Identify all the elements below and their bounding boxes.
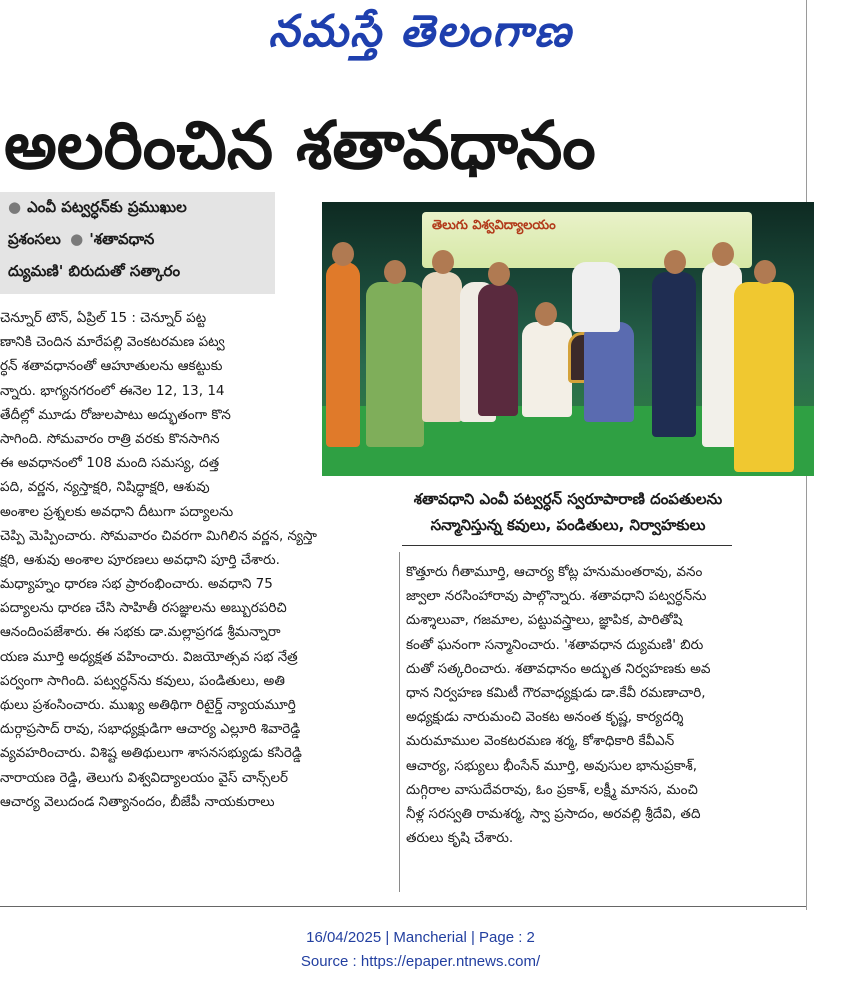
body-line: దుతో సత్కరించారు. శతావధానం అద్భుత నిర్వహణకు అవ (406, 660, 711, 677)
headline-text: అలరించిన శతావధానం (4, 106, 596, 184)
body-line: ణానికి చెందిన మారేపల్లి వెంకటరమణ పట్వ (0, 334, 225, 351)
footer-source-link[interactable]: Source : https://epaper.ntnews.com/ (300, 953, 541, 970)
body-line: తేదీల్లో మూడు రోజులపాటు అద్భుతంగా కొన (0, 406, 231, 423)
footer-date-edition: 16/04/2025 | Mancherial | Page : 2 (306, 929, 535, 946)
person-head (535, 302, 557, 326)
body-line: కంతో ఘనంగా సన్మానించారు. 'శతావధాన ద్యుమణి' బిరు (406, 636, 704, 653)
body-line: థులు ప్రశంసించారు. ముఖ్య అతిథిగా రిటైర్డ్ న్యాయమూర్తి (0, 697, 296, 713)
bullet-icon: ● (8, 198, 22, 216)
summary-box (0, 192, 275, 294)
body-line: ఆచార్య వెలుదండ నిత్యానందం, బీజేపీ నాయకురాలు (0, 793, 275, 810)
body-line: పద్యాలను ధారణ చేసి సాహితీ రసజ్ఞులను అబ్బురపరిచి (0, 600, 287, 617)
footer (0, 926, 841, 974)
caption-line: శతావధాని ఎంవీ పట్వర్ధన్ స్వరూపారాణి దంపతులను (413, 490, 723, 508)
body-line: అధ్యక్షుడు నారుమంచి వెంకట అనంత కృష్ణ, కార్యదర్శి (406, 709, 684, 726)
person-head (664, 250, 686, 274)
bottom-rule (0, 906, 806, 907)
body-line: దుశ్శాలువా, గజమాల, పట్టువస్త్రాలు, జ్ఞాపిక, పారితోషి (406, 612, 683, 629)
person-figure (734, 282, 794, 472)
stage-banner (422, 212, 752, 268)
body-line: మరుమాముల వెంకటరమణ శర్మ, కోశాధికారి కేవీఎన్ (406, 733, 675, 750)
body-line: జ్వాలా నరసింహారావు పాల్గొన్నారు. శతావధాని పట్వర్ధన్‌ను (406, 588, 707, 605)
summary-line: ద్యుమణి' బిరుదుతో సత్కారం (8, 262, 181, 280)
body-line: చెప్పి మెప్పించారు. సోమవారం చివరగా మిగిలిన వర్ణన, న్యస్తా (0, 527, 317, 544)
body-line: అంశాల ప్రశ్నలకు అవధాని దీటుగా పద్యాలను (0, 503, 234, 520)
caption-underline (402, 545, 732, 546)
body-line: ధాన నిర్వహణ కమిటీ గౌరవాధ్యక్షుడు డా.కేవీ రమణాచారి, (406, 684, 706, 701)
person-head (754, 260, 776, 284)
column-divider (399, 552, 400, 892)
body-line: వ్యవహరించారు. విశిష్ట అతిథులుగా శాసనసభ్యుడు కసిరెడ్డి (0, 745, 302, 762)
masthead (0, 0, 841, 78)
person-figure (422, 272, 462, 422)
body-line: ఆచార్య, సభ్యులు భీంసేన్ మూర్తి, అవుసుల భానుప్రకాశ్, (406, 757, 698, 774)
body-line: కొత్తూరు గీతామూర్తి, ఆచార్య కోట్ల హనుమంతరావు, వనం (406, 564, 703, 580)
caption-line: సన్మానిస్తున్న కవులు, పండితులు, నిర్వాహకులు (430, 516, 706, 534)
person-head (332, 242, 354, 266)
body-line: ఈ అవధానంలో 108 మంది సమస్య, దత్త (0, 455, 220, 472)
body-line: ఆనందింపజేశారు. ఈ సభకు డా.మల్లాప్రగడ శ్రీమన్నారా (0, 624, 281, 641)
article-body-left (0, 306, 396, 814)
person-head (384, 260, 406, 284)
bullet-icon: ● (70, 230, 84, 248)
banner-text: తెలుగు విశ్వవిద్యాలయం (432, 218, 556, 233)
article-body-right (406, 560, 818, 850)
person-head (432, 250, 454, 274)
headline (0, 100, 841, 190)
body-line: సాగింది. సోమవారం రాత్రి వరకు కొనసాగిన (0, 430, 220, 447)
body-line: యణ మూర్తి అధ్యక్షత వహించారు. విజయోత్సవ సభ నేత్ర (0, 648, 298, 665)
body-line: పర్వంగా సాగింది. పట్వర్ధన్‌ను కవులు, పండితులు, అతి (0, 672, 285, 689)
body-line: మధ్యాహ్నం ధారణ సభ ప్రారంభించారు. అవధాని 75 (0, 576, 273, 593)
summary-line: ● ఎంవీ పట్వర్ధన్‌కు ప్రముఖుల (8, 198, 187, 216)
person-figure (572, 262, 620, 332)
person-figure (478, 284, 518, 416)
body-line: ర్ధన్ శతావధానంతో ఆహూతులను ఆకట్టుకు (0, 358, 223, 375)
person-figure (652, 272, 696, 437)
person-head (488, 262, 510, 286)
person-figure (584, 322, 634, 422)
body-line: పది, వర్ణన, న్యస్తాక్షరి, నిషిద్ధాక్షరి, ఆశువు (0, 479, 210, 496)
body-line: దుర్గాప్రసాద్ రావు, సభాధ్యక్షుడిగా ఆచార్య ఎల్లూరి శివారెడ్డి (0, 721, 301, 738)
body-line: నీళ్ల సరస్వతి రామశర్మ, స్వా ప్రసాదం, అరవల్లి శ్రీదేవి, తది (406, 805, 701, 822)
body-line: తరులు కృషి చేశారు. (406, 830, 514, 847)
person-head (712, 242, 734, 266)
person-figure (522, 322, 572, 417)
masthead-title: నమస్తే తెలంగాణ (268, 6, 573, 57)
body-line: న్నారు. భాగ్యనగరంలో ఈనెల 12, 13, 14 (0, 382, 225, 399)
body-line: క్షరి, ఆశువు అంశాల పూరణలు అవధాని పూర్తి చేశారు. (0, 551, 280, 568)
summary-line: ప్రశంసలు ● 'శతావధాన (8, 230, 155, 248)
body-line: చెన్నూర్ టౌన్, ఏప్రిల్ 15 : చెన్నూర్ పట్ట (0, 310, 207, 326)
body-line: దుగ్గిరాల వాసుదేవరావు, ఓం ప్రకాశ్, లక్ష్మీ మానస, మంచి (406, 781, 698, 798)
body-line: నారాయణ రెడ్డి, తెలుగు విశ్వవిద్యాలయం వైస్ చాన్స్‌లర్ (0, 769, 289, 786)
